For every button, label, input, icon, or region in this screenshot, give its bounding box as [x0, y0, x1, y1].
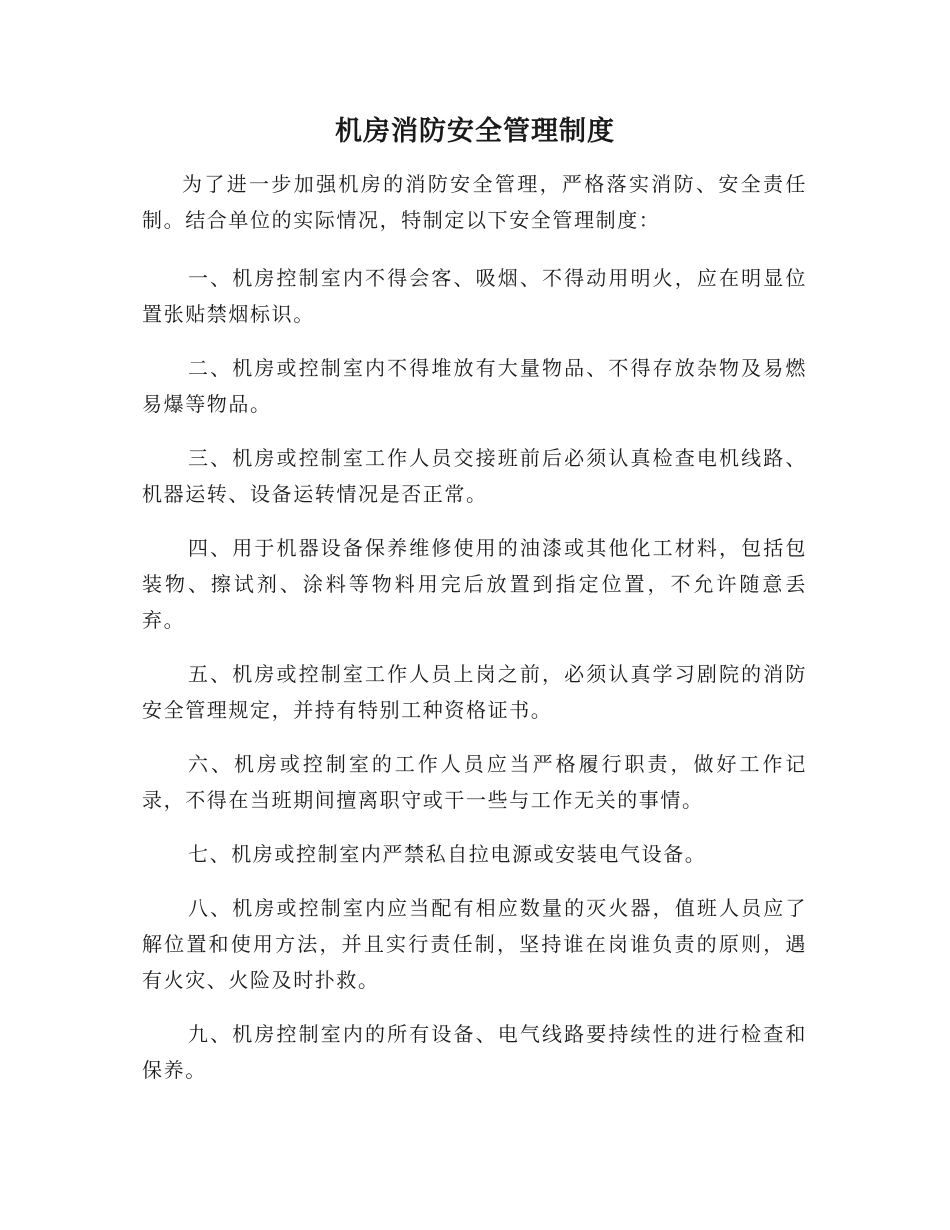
rule-paragraph-9: 九、机房控制室内的所有设备、电气线路要持续性的进行检查和保养。 [142, 1022, 807, 1082]
rule-paragraph-1: 一、机房控制室内不得会客、吸烟、不得动用明火，应在明显位置张贴禁烟标识。 [142, 266, 807, 326]
rule-paragraph-7: 七、机房或控制室内严禁私自拉电源或安装电气设备。 [188, 842, 707, 866]
intro-paragraph: 为了进一步加强机房的消防安全管理，严格落实消防、安全责任制。结合单位的实际情况，特制定以下安全管理制度： [142, 172, 807, 232]
rule-paragraph-2: 二、机房或控制室内不得堆放有大量物品、不得存放杂物及易燃易爆等物品。 [142, 356, 807, 416]
rule-paragraph-8: 八、机房或控制室内应当配有相应数量的灭火器，值班人员应了解位置和使用方法，并且实行责任制，坚持谁在岗谁负责的原则，遇有火灾、火险及时扑救。 [142, 896, 807, 992]
rule-paragraph-5: 五、机房或控制室工作人员上岗之前，必须认真学习剧院的消防安全管理规定，并持有特别工种资格证书。 [142, 662, 807, 722]
document-title: 机房消防安全管理制度 [335, 116, 615, 147]
rule-paragraph-6: 六、机房或控制室的工作人员应当严格履行职责，做好工作记录，不得在当班期间擅离职守或干一些与工作无关的事情。 [142, 752, 807, 812]
document-body [142, 166, 807, 1106]
rule-paragraph-4: 四、用于机器设备保养维修使用的油漆或其他化工材料，包括包装物、擦试剂、涂料等物料用完后放置到指定位置，不允许随意丢弃。 [142, 536, 807, 632]
rule-paragraph-3: 三、机房或控制室工作人员交接班前后必须认真检查电机线路、机器运转、设备运转情况是否正常。 [142, 446, 807, 506]
